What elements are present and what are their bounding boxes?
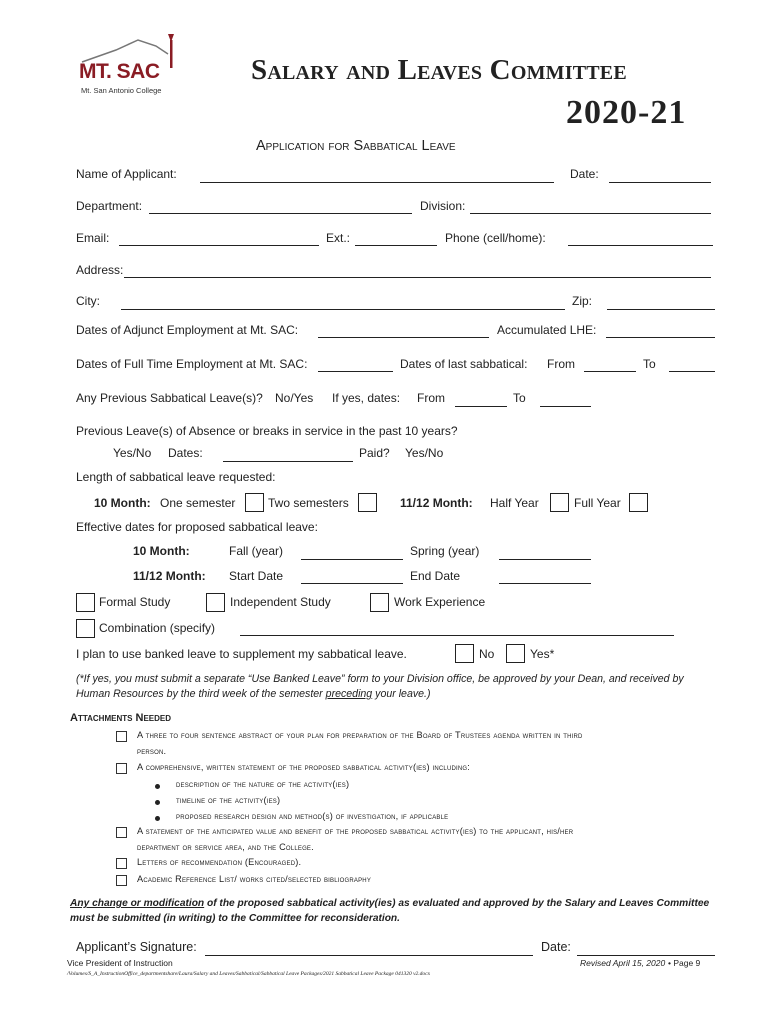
fall-year-label: Fall (year) [229, 544, 284, 558]
start-date-input[interactable] [301, 583, 403, 584]
paid-label: Paid? [359, 446, 390, 460]
formal-study-checkbox[interactable] [76, 593, 95, 612]
attachment-item-4: Letters of recommendation (Encouraged). [137, 857, 302, 867]
footer-office: Vice President of Instruction [67, 958, 173, 968]
independent-study-checkbox[interactable] [206, 593, 225, 612]
if-yes-dates-label: If yes, dates: [332, 391, 401, 405]
attachment-checkbox-4[interactable] [116, 858, 127, 869]
spring-year-label: Spring (year) [410, 544, 480, 558]
prev-leaves-dates-input[interactable] [223, 461, 353, 462]
combination-input[interactable] [240, 635, 674, 636]
prev-sabbatical-label: Any Previous Sabbatical Leave(s)? [76, 391, 263, 405]
change-notice-line-1 [70, 896, 709, 911]
last-sabbatical-from-input[interactable] [584, 371, 636, 372]
prev-leaves-dates-label: Dates: [168, 446, 203, 460]
city-label: City: [76, 294, 100, 308]
email-input[interactable] [119, 245, 319, 246]
last-sabbatical-to-label: To [643, 357, 656, 371]
attachment-item-1: A three to four sentence abstract of your plan for preparation of the Board of Trustees agenda written in third [137, 730, 583, 740]
two-semesters-checkbox[interactable] [358, 493, 377, 512]
division-label: Division: [420, 199, 466, 213]
attachment-item-1-cont: person. [137, 746, 167, 756]
zip-input[interactable] [607, 309, 715, 310]
footer-file-path: /Volumes/S_A_InstructionOffice_departmentshare/Laura/Salary and Leaves/Sabbatical/Sabbatical Leave Packages/2021 Sabbatical Leave Package 041320 v2.docx [67, 971, 431, 977]
half-year-label: Half Year [490, 496, 539, 510]
full-year-label: Full Year [574, 496, 621, 510]
change-notice-emphasis: Any change or modification [70, 898, 205, 909]
effective-ten-month-label: 10 Month: [133, 544, 190, 558]
name-input[interactable] [200, 182, 554, 183]
signature-input[interactable] [205, 955, 533, 956]
prev-sabbatical-no-yes: No/Yes [275, 391, 314, 405]
page-year: 2020-21 [566, 94, 687, 131]
attachment-bullet-1: description of the nature of the activity(ies) [176, 779, 350, 789]
accumulated-lhe-input[interactable] [606, 337, 715, 338]
address-label: Address: [76, 263, 124, 277]
department-input[interactable] [149, 213, 412, 214]
spring-year-input[interactable] [499, 559, 591, 560]
formal-study-label: Formal Study [99, 595, 171, 609]
bullet-dot-3 [155, 816, 160, 821]
change-notice [70, 896, 709, 926]
work-experience-checkbox[interactable] [370, 593, 389, 612]
adjunct-dates-label: Dates of Adjunct Employment at Mt. SAC: [76, 323, 299, 337]
last-sabbatical-label: Dates of last sabbatical: [400, 357, 528, 371]
combination-label: Combination (specify) [99, 621, 216, 635]
prev-sabbatical-to-input[interactable] [540, 406, 591, 407]
two-semesters-label: Two semesters [268, 496, 349, 510]
college-logo [76, 30, 186, 100]
prev-sabbatical-to-label: To [513, 391, 526, 405]
fulltime-dates-label: Dates of Full Time Employment at Mt. SAC: [76, 357, 308, 371]
accumulated-lhe-label: Accumulated LHE: [497, 323, 597, 337]
ext-input[interactable] [355, 245, 437, 246]
work-experience-label: Work Experience [394, 595, 486, 609]
banked-leave-no-label: No [479, 647, 495, 661]
attachment-checkbox-5[interactable] [116, 875, 127, 886]
footer-page: • Page 9 [668, 958, 701, 968]
banked-leave-note [76, 672, 684, 702]
attachment-item-5: Academic Reference List/ works cited/selected bibliography [137, 874, 372, 884]
ten-month-label: 10 Month: [94, 496, 151, 510]
end-date-input[interactable] [499, 583, 591, 584]
paid-yes-no: Yes/No [405, 446, 444, 460]
email-label: Email: [76, 231, 110, 245]
prev-leaves-label: Previous Leave(s) of Absence or breaks in service in the past 10 years? [76, 424, 458, 438]
length-requested-label: Length of sabbatical leave requested: [76, 470, 276, 484]
attachment-checkbox-2[interactable] [116, 763, 127, 774]
banked-leave-label: I plan to use banked leave to supplement my sabbatical leave. [76, 647, 407, 661]
banked-leave-no-checkbox[interactable] [455, 644, 474, 663]
zip-label: Zip: [572, 294, 593, 308]
attachment-item-3-cont: department or service area, and the College. [137, 842, 314, 852]
adjunct-dates-input[interactable] [318, 337, 489, 338]
form-subtitle: Application for Sabbatical Leave [256, 138, 456, 154]
attachments-heading: Attachments Needed [70, 712, 172, 724]
combination-checkbox[interactable] [76, 619, 95, 638]
end-date-label: End Date [410, 569, 461, 583]
division-input[interactable] [470, 213, 711, 214]
prev-sabbatical-from-input[interactable] [455, 406, 507, 407]
signature-date-input[interactable] [577, 955, 715, 956]
bullet-dot-1 [155, 784, 160, 789]
city-input[interactable] [121, 309, 565, 310]
attachment-checkbox-1[interactable] [116, 731, 127, 742]
effective-eleven-twelve-label: 11/12 Month: [133, 569, 206, 583]
start-date-label: Start Date [229, 569, 284, 583]
independent-study-label: Independent Study [230, 595, 331, 609]
banked-leave-yes-label: Yes* [530, 647, 555, 661]
change-notice-rest: of the proposed sabbatical activity(ies) as evaluated and approved by the Salary and Leaves Committee [204, 898, 710, 909]
banked-leave-yes-checkbox[interactable] [506, 644, 525, 663]
note-line-2a: Human Resources by the third week of the semester [76, 688, 326, 700]
change-notice-line-2: must be submitted (in writing) to the Committee for reconsideration. [70, 913, 400, 924]
ext-label: Ext.: [326, 231, 351, 245]
phone-input[interactable] [568, 245, 713, 246]
one-semester-checkbox[interactable] [245, 493, 264, 512]
footer-revised: Revised April 15, 2020 [580, 958, 666, 968]
name-label: Name of Applicant: [76, 167, 177, 181]
note-preceding: preceding [325, 688, 373, 700]
bullet-dot-2 [155, 800, 160, 805]
prev-sabbatical-from-label: From [417, 391, 445, 405]
one-semester-label: One semester [160, 496, 236, 510]
logo-subtext: Mt. San Antonio College [81, 86, 162, 95]
signature-label: Applicant’s Signature: [76, 940, 197, 954]
half-year-checkbox[interactable] [550, 493, 569, 512]
fall-year-input[interactable] [301, 559, 403, 560]
note-line-2c: your leave.) [372, 688, 431, 700]
last-sabbatical-from-label: From [547, 357, 575, 371]
date-label: Date: [570, 167, 599, 181]
attachment-bullet-3: proposed research design and method(s) of investigation, if applicable [176, 811, 449, 821]
attachment-bullet-2: timeline of the activity(ies) [176, 795, 281, 805]
signature-date-label: Date: [541, 940, 571, 954]
phone-label: Phone (cell/home): [445, 231, 546, 245]
address-input[interactable] [124, 277, 711, 278]
date-input[interactable] [609, 182, 711, 183]
prev-leaves-yes-no: Yes/No [113, 446, 152, 460]
full-year-checkbox[interactable] [629, 493, 648, 512]
effective-dates-label: Effective dates for proposed sabbatical leave: [76, 520, 318, 534]
last-sabbatical-to-input[interactable] [669, 371, 715, 372]
attachment-checkbox-3[interactable] [116, 827, 127, 838]
page-title: Salary and Leaves Committee [251, 54, 627, 86]
note-line-2 [76, 687, 684, 702]
note-line-1: (*If yes, you must submit a separate “Use Banked Leave” form to your Division office, be approved by your Dean, and received by [76, 673, 684, 685]
fulltime-dates-input[interactable] [318, 371, 393, 372]
logo-text: MT. SAC [79, 60, 160, 83]
department-label: Department: [76, 199, 143, 213]
eleven-twelve-month-label: 11/12 Month: [400, 496, 473, 510]
attachment-item-2: A comprehensive, written statement of the proposed sabbatical activity(ies) including: [137, 762, 471, 772]
attachment-item-3: A statement of the anticipated value and benefit of the proposed sabbatical activity(ies) to the applicant, his/her [137, 826, 574, 836]
